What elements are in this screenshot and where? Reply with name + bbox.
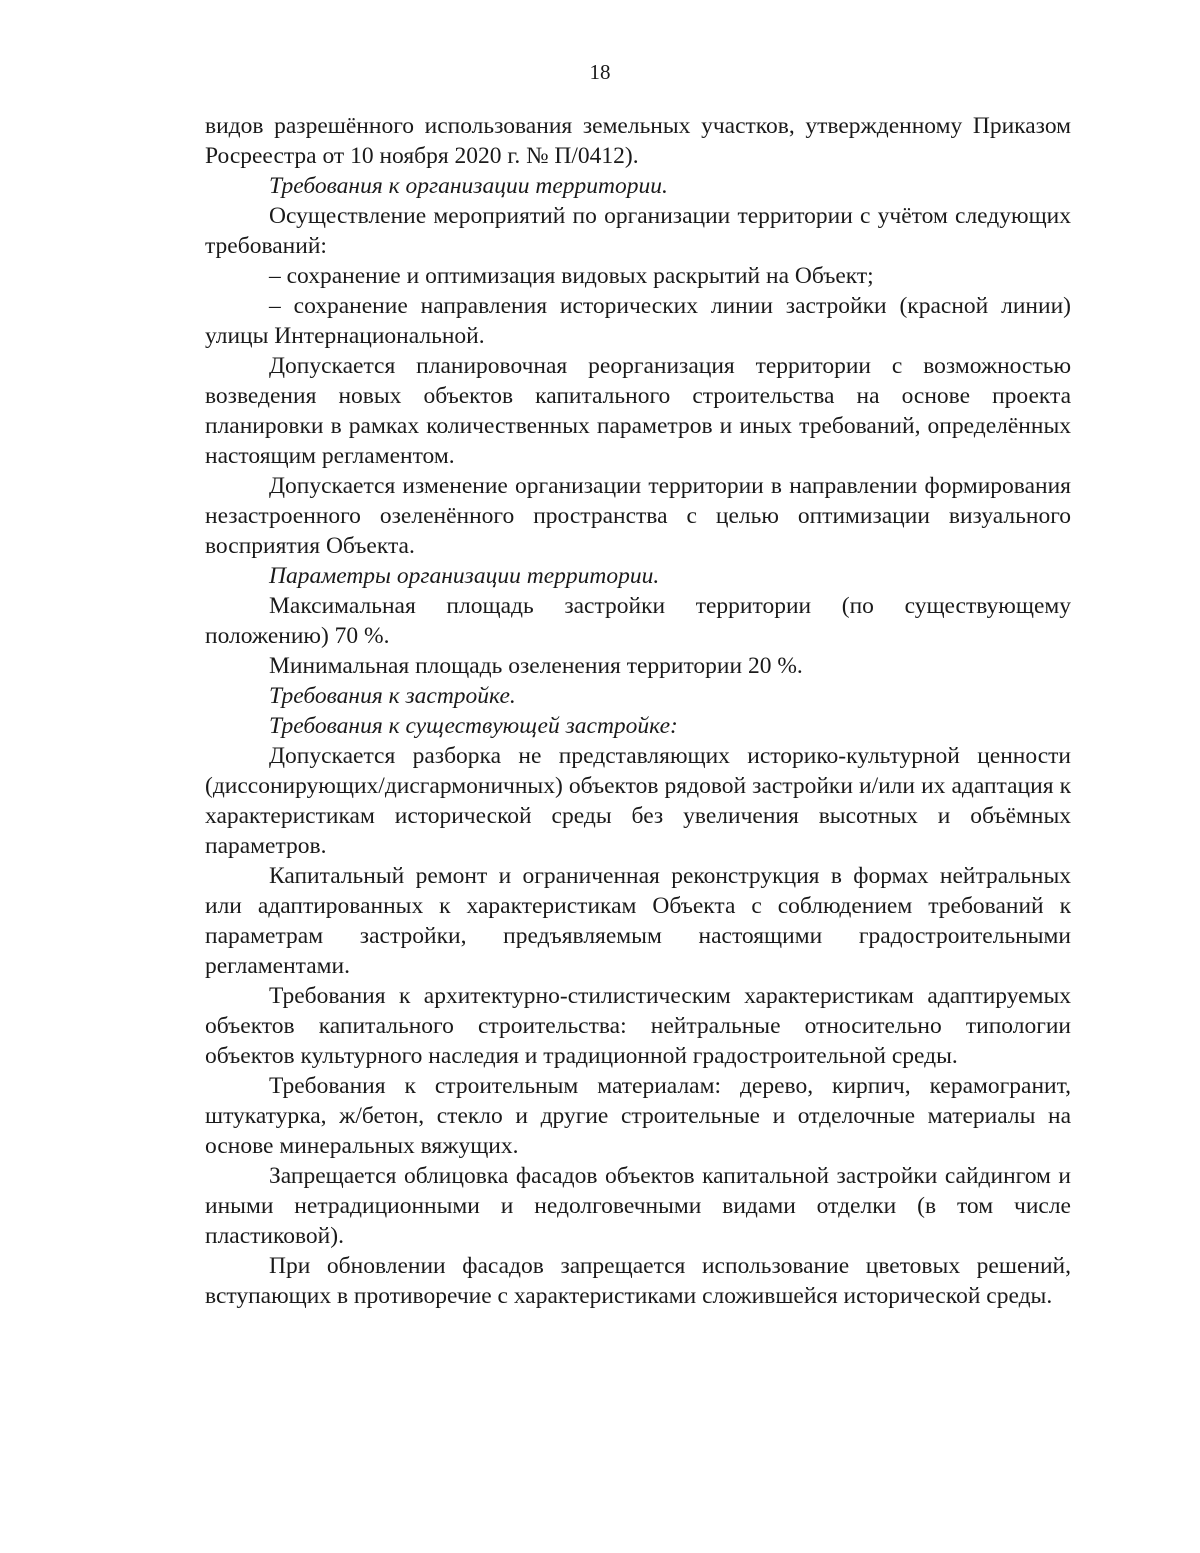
list-item: – сохранение направления исторических линии застройки (красной линии) улицы Интернациональной.: [205, 293, 1071, 349]
paragraph: Капитальный ремонт и ограниченная реконструкция в формах нейтральных или адаптированных к характеристикам Объекта с соблюдением требований к параметрам застройки, предъявляемым настоящими градостроительными регламентами.: [205, 863, 1071, 979]
paragraph: Допускается изменение организации территории в направлении формирования незастроенного озеленённого пространства с целью оптимизации визуального восприятия Объекта.: [205, 473, 1071, 559]
paragraph: Запрещается облицовка фасадов объектов капитальной застройки сайдингом и иными нетрадиционными и недолговечными видами отделки (в том числе пластиковой).: [205, 1163, 1071, 1249]
paragraph-continuation: видов разрешённого использования земельных участков, утвержденному Приказом Росреестра от 10 ноября 2020 г. № П/0412).: [205, 113, 1071, 169]
paragraph: Максимальная площадь застройки территории (по существующему положению) 70 %.: [205, 593, 1071, 649]
paragraph: Требования к архитектурно-стилистическим характеристикам адаптируемых объектов капитального строительства: нейтральные относительно типологии объектов культурного наследия и традиционной градостроительной среды.: [205, 983, 1071, 1069]
paragraph: Осуществление мероприятий по организации территории с учётом следующих требований:: [205, 203, 1071, 259]
page-number: 18: [589, 60, 611, 84]
section-heading-existing-buildings: Требования к существующей застройке:: [269, 713, 678, 739]
list-item: – сохранение и оптимизация видовых раскрытий на Объект;: [269, 263, 874, 289]
paragraph: Требования к строительным материалам: дерево, кирпич, керамогранит, штукатурка, ж/бетон, стекло и другие строительные и отделочные материалы на основе минеральных вяжущих.: [205, 1073, 1071, 1159]
paragraph: Минимальная площадь озеленения территории 20 %.: [269, 653, 803, 679]
section-heading-territory-parameters: Параметры организации территории.: [269, 563, 660, 589]
paragraph: При обновлении фасадов запрещается использование цветовых решений, вступающих в противоречие с характеристиками сложившейся исторической среды.: [205, 1253, 1071, 1309]
section-heading-building-requirements: Требования к застройке.: [269, 683, 516, 709]
document-body: [205, 111, 1071, 1311]
paragraph: Допускается разборка не представляющих историко-культурной ценности (диссонирующих/дисгармоничных) объектов рядовой застройки и/или их адаптация к характеристикам исторической среды без увеличения высотных и объёмных параметров.: [205, 743, 1071, 859]
paragraph: Допускается планировочная реорганизация территории с возможностью возведения новых объектов капитального строительства на основе проекта планировки в рамках количественных параметров и иных требований, определённых настоящим регламентом.: [205, 353, 1071, 469]
section-heading-territory-requirements: Требования к организации территории.: [269, 173, 668, 199]
